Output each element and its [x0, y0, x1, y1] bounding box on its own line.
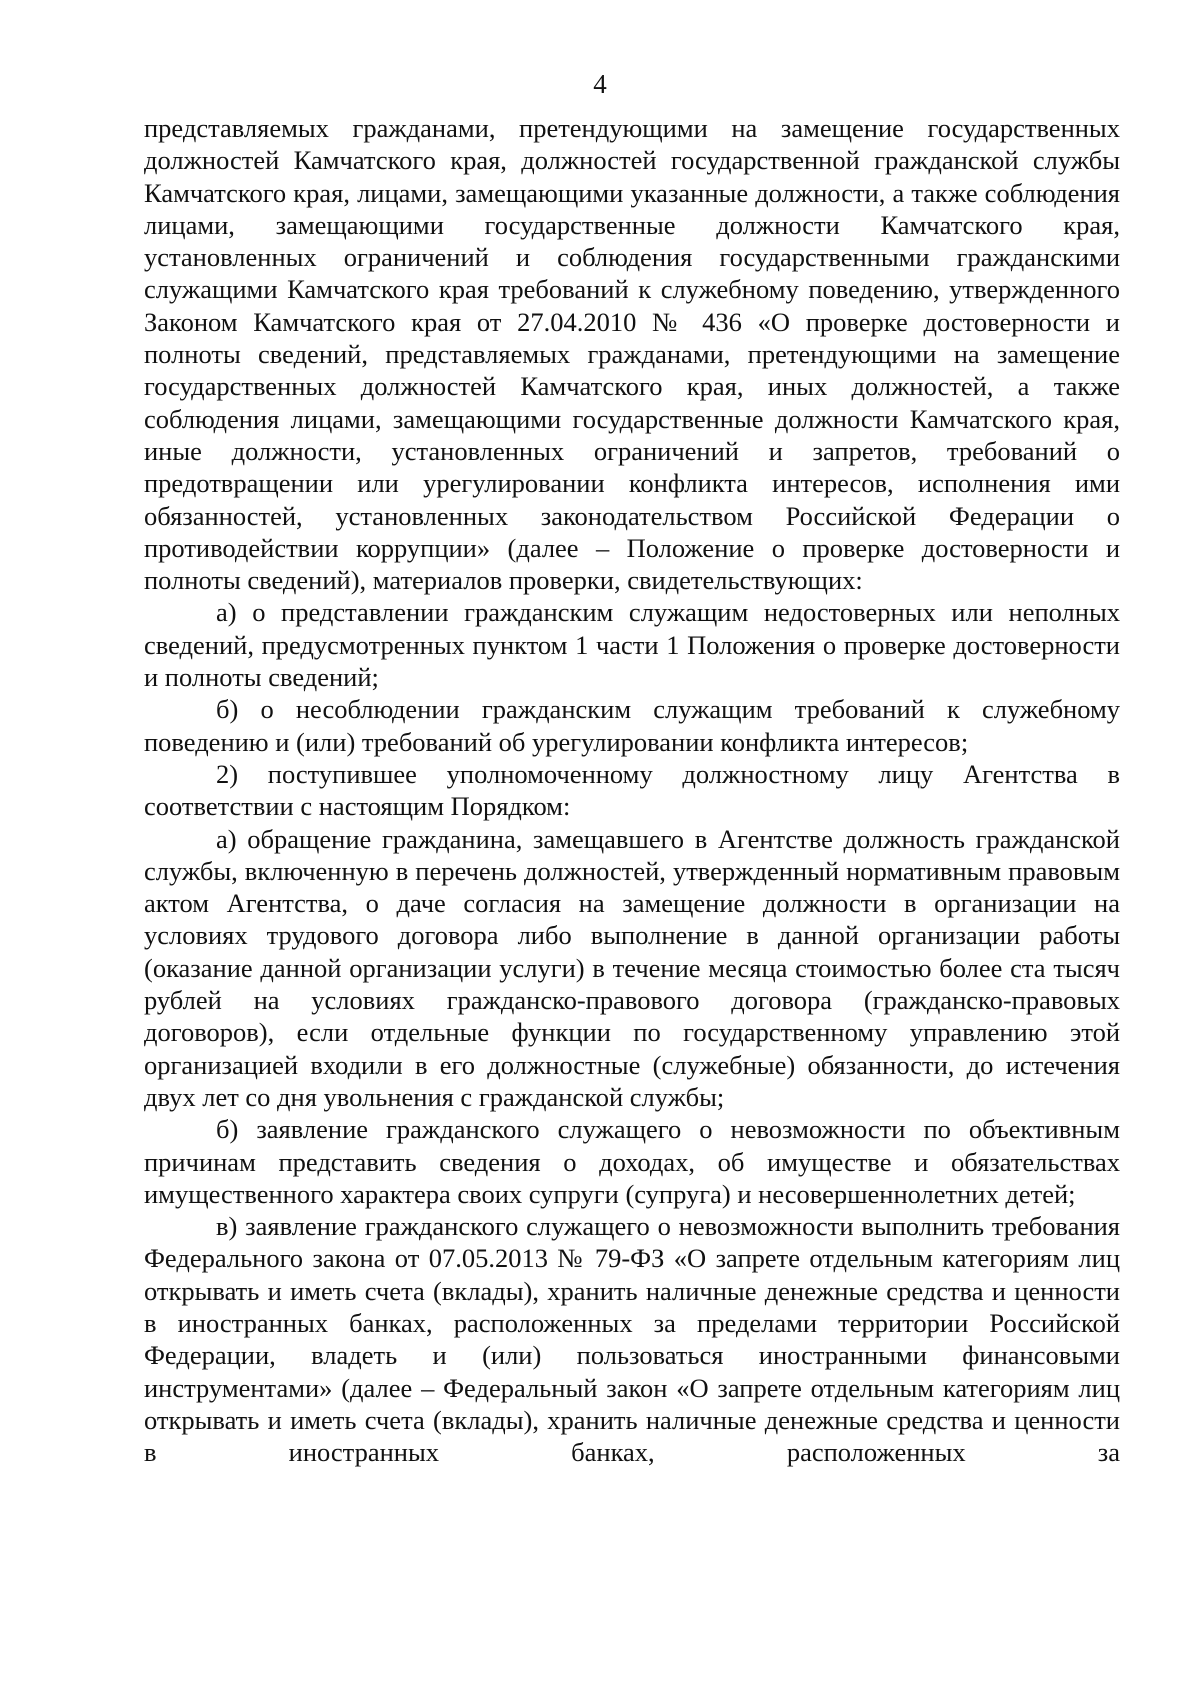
paragraph-item-b-nonobservance: б) о несоблюдении гражданским служащим требований к служебному поведению и (или) требований об урегулировании конфликта интересов; [144, 694, 1120, 757]
paragraph-intro: представляемых гражданами, претендующими на замещение государственных должностей Камчатского края, должностей государственной гражданской службы Камчатского края, лицами, замещающими указанные должности, а также соблюдения лицами, замещающими государственные должности Камчатского края, установленных ограничений и соблюдения государственными гражданскими служащими Камчатского края требований к служебному поведению, утвержденного Законом Камчатского края от 27.04.2010 № 436 «О проверке достоверности и полноты сведений, представляемых гражданами, претендующими на замещение государственных должностей Камчатского края, иных должностей, а также соблюдения лицами, замещающими государственные должности Камчатского края, иные должности, установленных ограничений и запретов, требований о предотвращении или урегулировании конфликта интересов, исполнения ими обязанностей, установленных законодательством Российской Федерации о противодействии коррупции» (далее – Положение о проверке достоверности и полноты сведений), материалов проверки, свидетельствующих: [144, 113, 1120, 596]
paragraph-item-v-statement: в) заявление гражданского служащего о невозможности выполнить требования Федерального закона от 07.05.2013 № 79-ФЗ «О запрете отдельным категориям лиц открывать и иметь счета (вклады), хранить наличные денежные средства и ценности в иностранных банках, расположенных за пределами территории Российской Федерации, владеть и (или) пользоваться иностранными финансовыми инструментами» (далее – Федеральный закон «О запрете отдельным категориям лиц открывать и иметь счета (вклады), хранить наличные денежные средства и ценности в иностранных банках, расположенных за [144, 1211, 1120, 1468]
page-number: 4 [593, 69, 607, 99]
paragraph-item-2-received: 2) поступившее уполномоченному должностному лицу Агентства в соответствии с настоящим Порядком: [144, 758, 1120, 822]
paragraph-item-b-statement: б) заявление гражданского служащего о невозможности по объективным причинам представить сведения о доходах, об имуществе и обязательствах имущественного характера своих супруги (супруга) и несовершеннолетних детей; [144, 1114, 1120, 1209]
paragraph-item-a-appeal: а) обращение гражданина, замещавшего в Агентстве должность гражданской службы, включенную в перечень должностей, утвержденный нормативным правовым актом Агентства, о даче согласия на замещение должности в организации на условиях трудового договора либо выполнение в данной организации работы (оказание данной организации услуги) в течение месяца стоимостью более ста тысяч рублей на условиях гражданско-правового договора (гражданско-правовых договоров), если отдельные функции по государственному управлению этой организацией входили в его должностные (служебные) обязанности, до истечения двух лет со дня увольнения с гражданской службы; [144, 823, 1120, 1112]
document-body [144, 112, 1120, 1468]
paragraph-item-a-unreliable-info: а) о представлении гражданским служащим недостоверных или неполных сведений, предусмотренных пунктом 1 части 1 Положения о проверке достоверности и полноты сведений; [144, 597, 1120, 693]
